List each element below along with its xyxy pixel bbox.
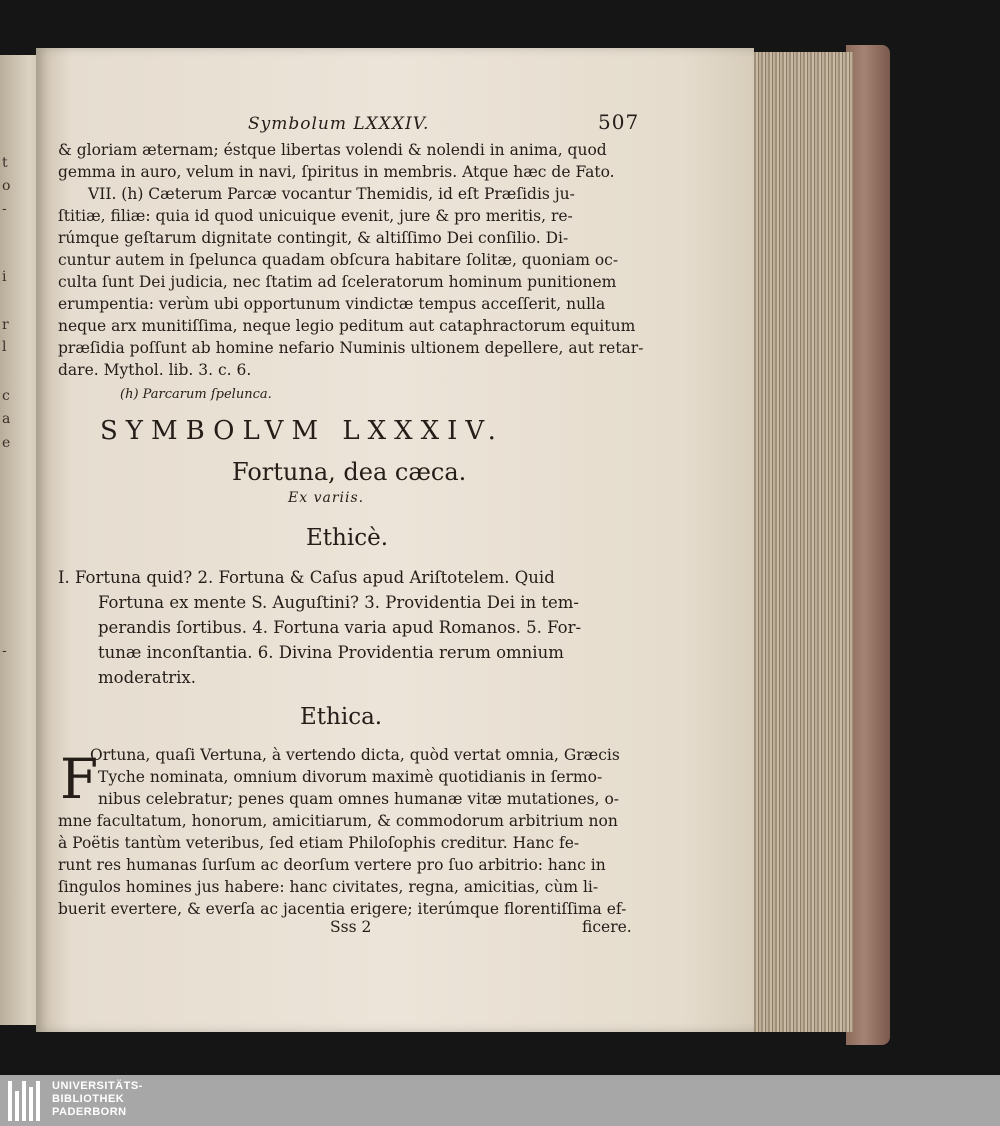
- summary-line: I. Fortuna quid? 2. Fortuna & Caſus apud Ariſtotelem. Quid: [58, 568, 555, 587]
- text-line: à Poëtis tantùm veteribus, ſed etiam Philoſophis creditur. Hanc fe-: [58, 834, 580, 852]
- text-line: ſingulos homines jus habere: hanc civitates, regna, amicitias, cùm li-: [58, 878, 599, 896]
- drop-cap: F: [60, 747, 99, 811]
- symbol-subtitle: Fortuna, dea cæca.: [232, 458, 467, 486]
- summary-line: moderatrix.: [98, 668, 196, 687]
- footnote: (h) Parcarum ſpelunca.: [120, 387, 272, 402]
- library-logo-icon: [8, 1081, 46, 1121]
- left-page-letter: -: [2, 643, 7, 659]
- text-line: buerit evertere, & everſa ac jacentia erigere; iterúmque florentiſſima ef-: [58, 900, 627, 918]
- text-line: dare. Mythol. lib. 3. c. 6.: [58, 361, 252, 379]
- library-name-line2: BIBLIOTHEK: [52, 1093, 125, 1105]
- text-line: runt res humanas ſurſum ac deorſum vertere pro ſuo arbitrio: hanc in: [58, 856, 606, 874]
- text-line: rúmque geſtarum dignitate contingit, & altiſſimo Dei conſilio. Di-: [58, 229, 569, 247]
- text-line: neque arx munitiſſima, neque legio peditum aut cataphractorum equitum: [58, 317, 636, 335]
- left-page-letter: r: [2, 317, 9, 333]
- left-page-letter: -: [2, 201, 7, 217]
- section-heading-ethica: Ethica.: [300, 704, 383, 730]
- symbol-source: Ex variis.: [288, 490, 365, 506]
- signature-mark: Sss 2: [330, 918, 372, 936]
- text-line: erumpentia: verùm ubi opportunum vindictæ tempus acceſſerit, nulla: [58, 295, 606, 313]
- library-name: [52, 1080, 143, 1119]
- summary-line: Fortuna ex mente S. Auguſtini? 3. Providentia Dei in tem-: [98, 593, 580, 612]
- section-heading-ethice: Ethicè.: [306, 525, 389, 551]
- left-page-letter: c: [2, 388, 10, 404]
- left-page-letter: a: [2, 411, 11, 427]
- library-footer: [0, 1075, 1000, 1126]
- library-name-line1: UNIVERSITÄTS-: [52, 1080, 143, 1092]
- left-page-letter: t: [2, 155, 8, 171]
- summary-line: perandis ſortibus. 4. Fortuna varia apud Romanos. 5. For-: [98, 618, 582, 637]
- text-line: mne facultatum, honorum, amicitiarum, & commodorum arbitrium non: [58, 812, 618, 830]
- symbol-title: SYMBOLVM LXXXIV.: [100, 416, 504, 446]
- left-page-letter: e: [2, 435, 11, 451]
- text-line: gemma in auro, velum in navi, ſpiritus in membris. Atque hæc de Fato.: [58, 163, 615, 181]
- left-page-letter: i: [2, 269, 7, 285]
- text-line: cuntur autem in ſpelunca quadam obſcura habitare ſolitæ, quoniam oc-: [58, 251, 619, 269]
- catchword: ficere.: [582, 918, 632, 936]
- text-line: præſidia poſſunt ab homine nefario Numinis ultionem depellere, aut retar-: [58, 339, 644, 357]
- left-page-letter: o: [2, 178, 11, 194]
- running-header: Symbolum LXXXIV.: [248, 114, 430, 134]
- text-line: & gloriam æternam; éstque libertas volendi & nolendi in anima, quod: [58, 141, 607, 159]
- text-line: VII. (h) Cæterum Parcæ vocantur Themidis, id eſt Præſidis ju-: [88, 185, 575, 203]
- library-name-line3: PADERBORN: [52, 1106, 127, 1118]
- text-line: ſtitiæ, filiæ: quia id quod unicuique evenit, jure & pro meritis, re-: [58, 207, 573, 225]
- text-line: culta ſunt Dei judicia, nec ſtatim ad ſceleratorum hominum punitionem: [58, 273, 617, 291]
- page-number: 507: [598, 110, 640, 134]
- left-page-letter: l: [2, 339, 7, 355]
- text-line: nibus celebratur; penes quam omnes humanæ vitæ mutationes, o-: [98, 790, 620, 808]
- summary-line: tunæ inconſtantia. 6. Divina Providentia rerum omnium: [98, 643, 564, 662]
- text-line: Ortuna, quaſi Vertuna, à vertendo dicta, quòd vertat omnia, Græcis: [90, 746, 620, 764]
- text-line: Tyche nominata, omnium divorum maximè quotidianis in ſermo-: [98, 768, 603, 786]
